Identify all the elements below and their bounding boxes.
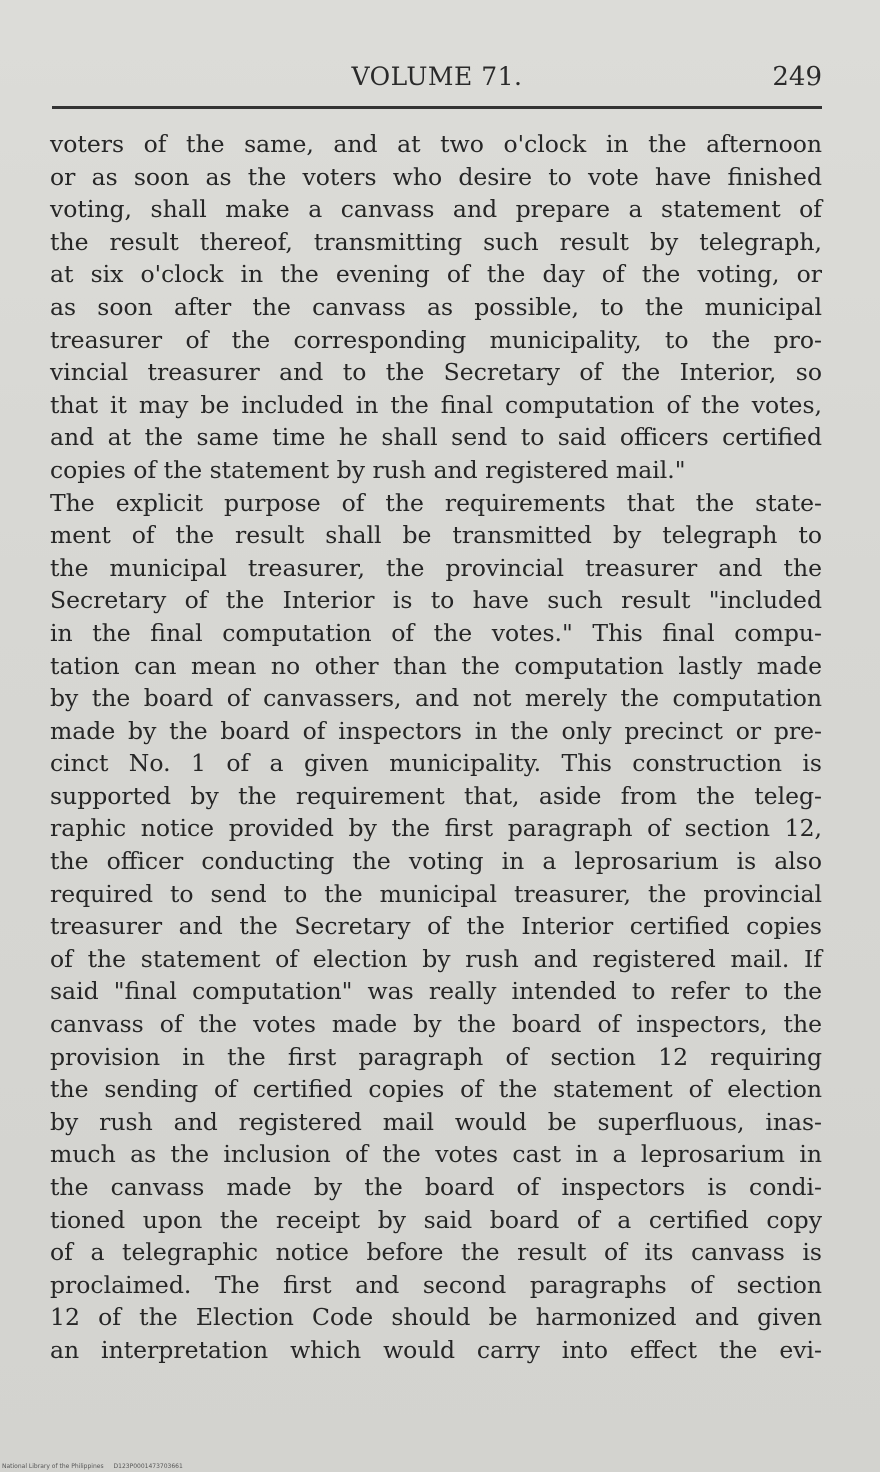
- text-line: The explicit purpose of the requirements that the state-: [50, 488, 822, 517]
- text-line: voting, shall make a canvass and prepare a statement of: [50, 195, 822, 224]
- text-line: an interpretation which would carry into effect the evi-: [50, 1335, 822, 1364]
- text-line: tioned upon the receipt by said board of a certified copy: [50, 1205, 822, 1234]
- page-header: [52, 62, 822, 102]
- footer-watermark: [2, 1463, 191, 1470]
- header-rule: [52, 106, 822, 109]
- page-number: 249: [772, 62, 822, 92]
- text-line: Secretary of the Interior is to have such result "included: [50, 586, 822, 615]
- text-line: or as soon as the voters who desire to vote have finished: [50, 162, 822, 191]
- text-line: the result thereof, transmitting such result by telegraph,: [50, 227, 822, 256]
- text-line: by the board of canvassers, and not merely the computation: [50, 684, 822, 713]
- text-line: at six o'clock in the evening of the day of the voting, or: [50, 260, 822, 289]
- text-line: the sending of certified copies of the statement of election: [50, 1075, 822, 1104]
- text-line: supported by the requirement that, aside from the teleg-: [50, 781, 822, 810]
- text-line: treasurer and the Secretary of the Interior certified copies: [50, 912, 822, 941]
- text-line: canvass of the votes made by the board of inspectors, the: [50, 1010, 822, 1039]
- body-text: [50, 128, 822, 1367]
- text-line: that it may be included in the final computation of the votes,: [50, 390, 822, 419]
- text-line: 12 of the Election Code should be harmonized and given: [50, 1303, 822, 1332]
- text-line: treasurer of the corresponding municipality, to the pro-: [50, 325, 822, 354]
- text-line: tation can mean no other than the computation lastly made: [50, 651, 822, 680]
- text-line: ment of the result shall be transmitted by telegraph to: [50, 521, 822, 550]
- text-line: raphic notice provided by the first paragraph of section 12,: [50, 814, 822, 843]
- text-line: made by the board of inspectors in the only precinct or pre-: [50, 716, 822, 745]
- text-line: the canvass made by the board of inspectors is condi-: [50, 1173, 822, 1201]
- text-line: said "final computation" was really intended to refer to the: [50, 977, 822, 1006]
- text-line: of the statement of election by rush and registered mail. If: [50, 944, 822, 973]
- text-line: the municipal treasurer, the provincial treasurer and the: [50, 553, 822, 582]
- text-line: the officer conducting the voting in a leprosarium is also: [50, 847, 822, 876]
- text-line: much as the inclusion of the votes cast in a leprosarium in: [50, 1140, 822, 1169]
- text-line: in the final computation of the votes." This final compu-: [50, 618, 822, 647]
- text-line: vincial treasurer and to the Secretary of the Interior, so: [50, 358, 822, 387]
- text-line: as soon after the canvass as possible, to the municipal: [50, 292, 822, 321]
- text-line: provision in the first paragraph of section 12 requiring: [50, 1042, 822, 1071]
- footer-code: D123P0001473703661: [113, 1463, 183, 1470]
- text-line: proclaimed. The first and second paragraphs of section: [50, 1270, 822, 1299]
- text-line: copies of the statement by rush and registered mail.": [50, 455, 686, 484]
- text-line: and at the same time he shall send to said officers certified: [50, 423, 822, 452]
- text-line: by rush and registered mail would be superfluous, inas-: [50, 1107, 822, 1136]
- footer-library: National Library of the Philippines: [2, 1463, 104, 1470]
- text-line: cinct No. 1 of a given municipality. This construction is: [50, 749, 822, 778]
- text-line: required to send to the municipal treasurer, the provincial: [50, 879, 822, 908]
- running-title: VOLUME 71.: [351, 62, 523, 91]
- text-line: voters of the same, and at two o'clock in the afternoon: [50, 130, 822, 158]
- text-line: of a telegraphic notice before the result of its canvass is: [50, 1238, 822, 1267]
